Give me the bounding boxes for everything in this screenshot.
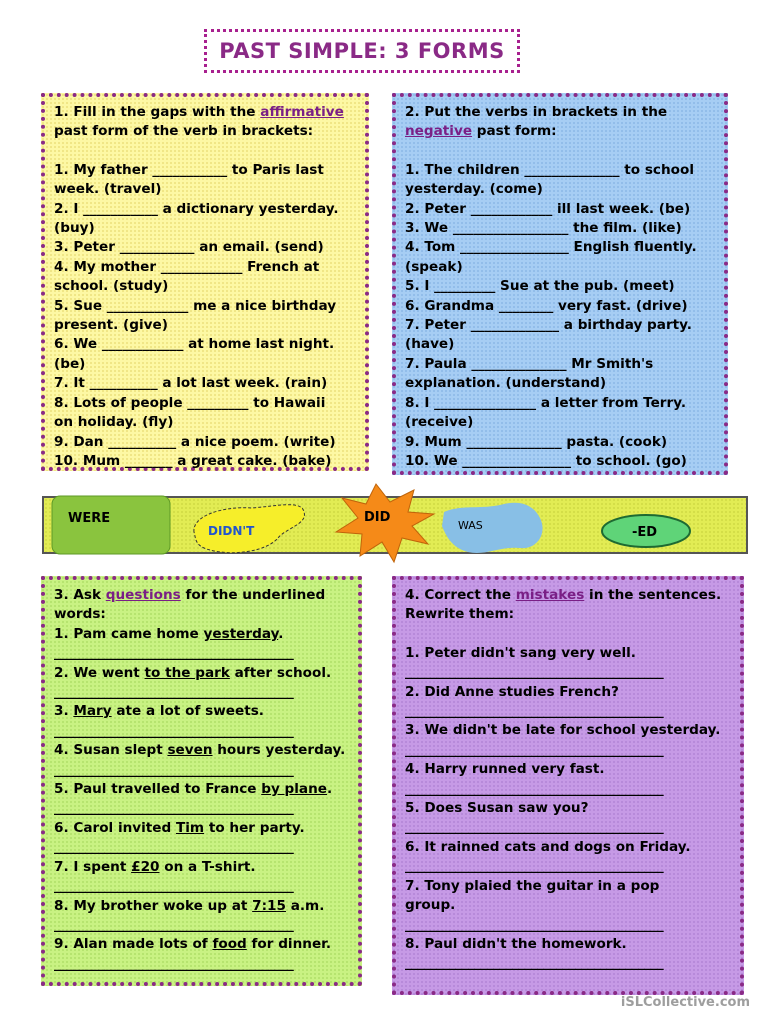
instruction-text: for the underlined: [180, 587, 326, 603]
sentence-line: 8. I _______________ a letter from Terry.: [405, 394, 686, 411]
question-item: [54, 741, 349, 760]
question-text: 8. My brother woke up at: [54, 897, 253, 914]
instruction-text: in the sentences.: [584, 587, 722, 603]
mistake-sentence: 8. Paul didn't the homework.: [405, 935, 627, 952]
answer-line: ______________________________________: [54, 645, 294, 662]
answer-line: ______________________________________: [54, 684, 294, 701]
exercise-4-box: [392, 576, 744, 995]
question-text: .: [327, 781, 333, 798]
underlined-word: £20: [131, 858, 160, 875]
question-item: [54, 858, 349, 877]
sentence-line: explanation. (understand): [405, 375, 607, 392]
exercise-3-box: [41, 576, 362, 986]
answer-line: _________________________________________: [405, 955, 664, 972]
answer-line: ______________________________________: [54, 800, 294, 817]
question-text: 3.: [54, 703, 74, 720]
answer-line: _________________________________________: [405, 819, 664, 836]
question-item: [54, 702, 349, 721]
instruction-text: 4. Correct the: [405, 587, 516, 603]
question-item: [54, 780, 349, 799]
question-text: 4. Susan slept: [54, 742, 168, 759]
answer-line: ______________________________________: [54, 955, 294, 972]
exercise-2-instruction-line2: [405, 122, 715, 141]
sentence-line: 6. We ____________ at home last night.: [54, 336, 335, 353]
answer-line: ______________________________________: [54, 839, 294, 856]
question-text: for dinner.: [246, 936, 332, 953]
sentence-line: (buy): [54, 220, 95, 237]
sentence-line: 1. My father ___________ to Paris last: [54, 161, 324, 178]
banner-shapes: [42, 476, 748, 576]
sentence-line: (speak): [405, 258, 463, 275]
exercise-2-sentences: [405, 161, 715, 472]
mistake-sentence: group.: [405, 897, 456, 914]
sentence-line: 7. It __________ a lot last week. (rain): [54, 375, 328, 392]
answer-line: _________________________________________: [405, 664, 664, 681]
exercise-1-box: [41, 93, 369, 471]
sentence-line: 9. Mum ______________ pasta. (cook): [405, 433, 668, 450]
sentence-line: 9. Dan __________ a nice poem. (write): [54, 433, 336, 450]
sentence-line: (receive): [405, 414, 474, 431]
exercise-1-instruction-line2: past form of the verb in brackets:: [54, 123, 314, 140]
question-text: after school.: [229, 664, 332, 681]
sentence-line: 3. We _________________ the film. (like): [405, 220, 682, 237]
question-text: 7. I spent: [54, 858, 132, 875]
answer-line: ______________________________________: [54, 761, 294, 778]
answer-line: _________________________________________: [405, 916, 664, 933]
sentence-line: 5. I _________ Sue at the pub. (meet): [405, 278, 675, 295]
question-item: [54, 664, 349, 683]
question-item: [54, 625, 349, 644]
question-text: a.m.: [285, 897, 325, 914]
underlined-word: food: [212, 936, 247, 953]
answer-line: _________________________________________: [405, 741, 664, 758]
keyword-affirmative: affirmative: [260, 104, 344, 120]
sentence-line: 7. Peter _____________ a birthday party.: [405, 317, 692, 334]
mistake-sentence: 2. Did Anne studies French?: [405, 683, 619, 700]
question-text: ate a lot of sweets.: [111, 703, 264, 720]
exercise-2-instruction: 2. Put the verbs in brackets in the: [405, 104, 668, 120]
exercise-3-instruction: [54, 586, 349, 605]
question-text: .: [278, 625, 284, 642]
sentence-line: week. (travel): [54, 181, 162, 198]
question-item: [54, 897, 349, 916]
did-label: DID: [364, 510, 391, 525]
sentence-line: on holiday. (fly): [54, 414, 174, 431]
sentence-line: 2. I ___________ a dictionary yesterday.: [54, 200, 339, 217]
question-text: 5. Paul travelled to France: [54, 781, 262, 798]
underlined-word: Tim: [175, 819, 205, 836]
underlined-word: yesterday: [203, 625, 279, 642]
exercise-1-instruction: [54, 103, 356, 122]
exercise-4-items: [405, 644, 731, 974]
exercise-4-instruction-line2: Rewrite them:: [405, 606, 515, 623]
mistake-sentence: 1. Peter didn't sang very well.: [405, 644, 636, 661]
question-text: 1. Pam came home: [54, 625, 204, 642]
page-title: PAST SIMPLE: 3 FORMS: [204, 29, 520, 73]
underlined-word: Mary: [73, 703, 112, 720]
sentence-line: present. (give): [54, 317, 168, 334]
exercise-3-instruction-line2: words:: [54, 606, 106, 623]
sentence-line: 6. Grandma ________ very fast. (drive): [405, 297, 688, 314]
answer-line: _________________________________________: [405, 703, 664, 720]
mistake-sentence: 5. Does Susan saw you?: [405, 800, 589, 817]
sentence-line: 5. Sue ____________ me a nice birthday: [54, 297, 337, 314]
answer-line: ______________________________________: [54, 878, 294, 895]
mistake-sentence: 3. We didn't be late for school yesterday.: [405, 722, 721, 739]
mistake-sentence: 7. Tony plaied the guitar in a pop: [405, 877, 660, 894]
instruction-text: 3. Ask: [54, 587, 106, 603]
answer-line: ______________________________________: [54, 722, 294, 739]
underlined-word: by plane: [261, 781, 328, 798]
question-item: [54, 819, 349, 838]
exercise-1-sentences: [54, 161, 356, 472]
sentence-line: 10. We ________________ to school. (go): [405, 452, 687, 469]
sentence-line: 3. Peter ___________ an email. (send): [54, 239, 324, 256]
underlined-word: to the park: [144, 664, 230, 681]
question-text: on a T-shirt.: [159, 858, 256, 875]
sentence-line: school. (study): [54, 278, 169, 295]
exercise-2-box: [392, 93, 728, 475]
keyword-mistakes: mistakes: [515, 587, 585, 603]
mistake-sentence: 6. It rainned cats and dogs on Friday.: [405, 838, 691, 855]
keyword-questions: questions: [105, 587, 181, 603]
mistake-sentence: 4. Harry runned very fast.: [405, 761, 605, 778]
were-label: WERE: [68, 511, 111, 526]
question-text: 6. Carol invited: [54, 819, 176, 836]
keyword-negative: negative: [405, 123, 473, 140]
sentence-line: 4. My mother ____________ French at: [54, 258, 320, 275]
answer-line: _________________________________________: [405, 780, 664, 797]
watermark: iSLCollective.com: [620, 995, 750, 1010]
exercise-3-items: [54, 625, 349, 974]
ed-label: -ED: [632, 525, 658, 540]
didnt-label: DIDN'T: [208, 524, 255, 538]
answer-line: _________________________________________: [405, 858, 664, 875]
question-text: 2. We went: [54, 664, 145, 681]
sentence-line: 10. Mum _______ a great cake. (bake): [54, 452, 332, 469]
sentence-line: (be): [54, 355, 86, 372]
sentence-line: 7. Paula ______________ Mr Smith's: [405, 355, 654, 372]
exercise-4-instruction: [405, 586, 731, 605]
sentence-line: yesterday. (come): [405, 181, 543, 198]
answer-line: ______________________________________: [54, 916, 294, 933]
sentence-line: 4. Tom ________________ English fluently.: [405, 239, 697, 256]
sentence-line: (have): [405, 336, 455, 353]
underlined-word: 7:15: [252, 897, 286, 914]
question-text: hours yesterday.: [212, 742, 346, 759]
sentence-line: 1. The children ______________ to school: [405, 161, 694, 178]
sentence-line: 8. Lots of people _________ to Hawaii: [54, 394, 326, 411]
instruction-text: 1. Fill in the gaps with the: [54, 104, 261, 120]
question-text: 9. Alan made lots of: [54, 936, 213, 953]
instruction-text: past form:: [472, 123, 557, 140]
question-item: [54, 935, 349, 954]
was-label: WAS: [458, 519, 483, 532]
underlined-word: seven: [167, 742, 213, 759]
question-text: to her party.: [204, 819, 305, 836]
sentence-line: 2. Peter ____________ ill last week. (be): [405, 200, 691, 217]
